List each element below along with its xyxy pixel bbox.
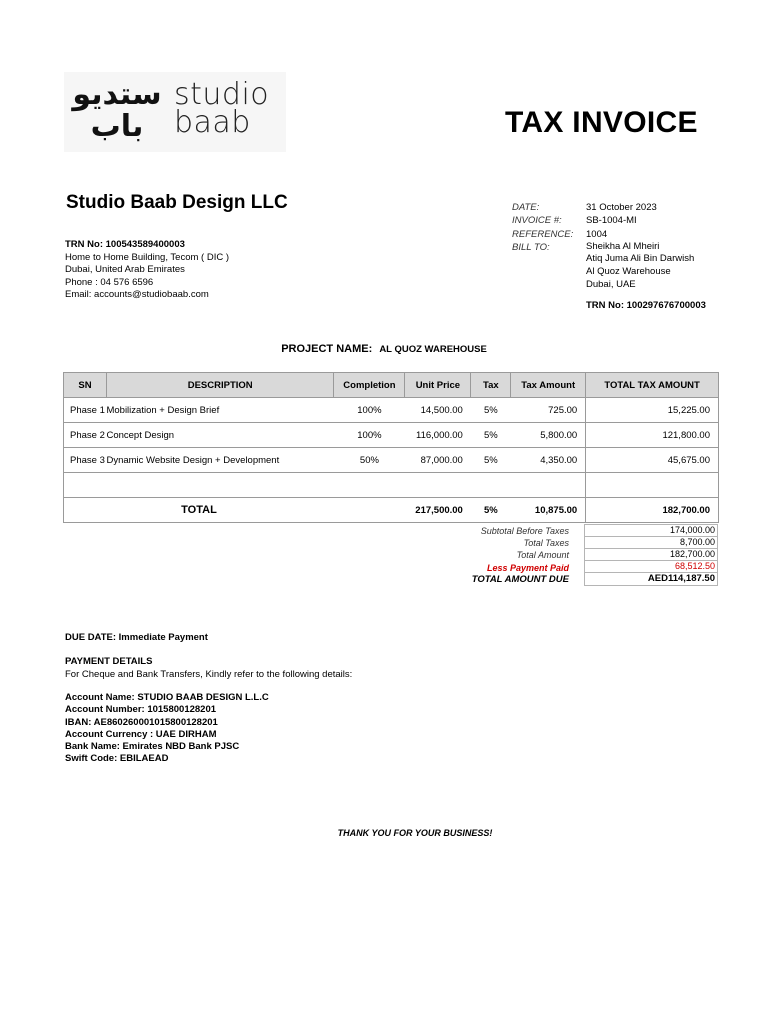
row-description: Mobilization + Design Brief xyxy=(106,398,333,423)
row-tax: 5% xyxy=(471,448,511,473)
company-logo xyxy=(64,72,286,152)
column-header: SN xyxy=(64,373,107,398)
project-name-label: PROJECT NAME: xyxy=(281,343,373,355)
row-sn: Phase 1 xyxy=(64,398,107,423)
table-row xyxy=(64,398,719,423)
company-trn: TRN No: 100543589400003 xyxy=(65,239,185,250)
bill-to-line: Dubai, UAE xyxy=(586,278,636,290)
column-header: Tax xyxy=(471,373,511,398)
due-date: DUE DATE: Immediate Payment xyxy=(65,632,208,643)
invoice-number-label: INVOICE #: xyxy=(512,215,562,227)
row-tax: 5% xyxy=(471,398,511,423)
reference-label: REFERENCE: xyxy=(512,228,574,240)
payment-details-note: For Cheque and Bank Transfers, Kindly refer to the following details: xyxy=(65,669,353,680)
bill-to-line: Sheikha Al Mheiri xyxy=(586,240,660,252)
row-unit-price: 14,500.00 xyxy=(405,398,471,423)
amount-due-value: AED114,187.50 xyxy=(584,572,718,586)
iban: IBAN: AE860260001015800128201 xyxy=(65,716,218,728)
column-header: Completion xyxy=(334,373,405,398)
table-row xyxy=(64,423,719,448)
row-completion: 50% xyxy=(334,448,405,473)
amount-due-label: TOTAL AMOUNT DUE xyxy=(471,573,569,585)
summary-labels xyxy=(440,525,569,586)
total-tax-amount: 10,875.00 xyxy=(511,498,586,523)
table-row xyxy=(64,448,719,473)
bill-to-label: BILL TO: xyxy=(512,241,550,253)
logo-latin-top: studio xyxy=(174,77,270,112)
total-label: TOTAL xyxy=(64,498,334,523)
row-sn: Phase 3 xyxy=(64,448,107,473)
payment-paid-value: 68,512.50 xyxy=(584,560,718,572)
project-name xyxy=(0,343,768,355)
row-completion: 100% xyxy=(334,398,405,423)
company-info xyxy=(65,239,229,302)
total-taxes-label: Total Taxes xyxy=(523,538,569,549)
row-tax: 5% xyxy=(471,423,511,448)
total-tax: 5% xyxy=(471,498,511,523)
row-total: 45,675.00 xyxy=(586,448,719,473)
account-number: Account Number: 1015800128201 xyxy=(65,704,217,716)
column-header: DESCRIPTION xyxy=(106,373,333,398)
invoice-meta-labels xyxy=(512,201,573,254)
invoice-meta-values xyxy=(586,201,694,291)
row-unit-price: 116,000.00 xyxy=(405,423,471,448)
total-taxes-value: 8,700.00 xyxy=(584,536,718,548)
subtotal-value: 174,000.00 xyxy=(584,524,718,536)
bill-to-line: Al Quoz Warehouse xyxy=(586,266,671,278)
thank-you-note: THANK YOU FOR YOUR BUSINESS! xyxy=(337,828,493,838)
table-total-row xyxy=(64,498,719,523)
logo-arabic-top: ستديو xyxy=(72,77,162,112)
column-header: Unit Price xyxy=(405,373,471,398)
client-trn: TRN No: 100297676700003 xyxy=(586,300,706,311)
bill-to-address xyxy=(586,241,694,291)
total-amount-label: Total Amount xyxy=(516,550,569,561)
row-total: 121,800.00 xyxy=(586,423,719,448)
bank-details xyxy=(65,692,269,766)
table-header-row xyxy=(64,373,719,398)
empty-cell xyxy=(586,473,719,498)
line-items-table xyxy=(63,372,719,523)
row-description: Dynamic Website Design + Development xyxy=(106,448,333,473)
project-name-value: AL QUOZ WAREHOUSE xyxy=(379,344,487,355)
total-unit-price: 217,500.00 xyxy=(405,498,471,523)
payment-paid-label: Less Payment Paid xyxy=(486,562,569,573)
column-header: Tax Amount xyxy=(511,373,586,398)
row-completion: 100% xyxy=(334,423,405,448)
bank-name: Bank Name: Emirates NBD Bank PJSC xyxy=(65,741,240,753)
logo-arabic-bottom: باب xyxy=(90,109,144,144)
company-name: Studio Baab Design LLC xyxy=(66,192,288,213)
row-tax-amount: 725.00 xyxy=(511,398,586,423)
reference-value: 1004 xyxy=(586,228,608,240)
company-phone: Phone : 04 576 6596 xyxy=(65,276,154,288)
logo-latin-bottom: baab xyxy=(174,105,251,140)
bill-to-line: Atiq Juma Ali Bin Darwish xyxy=(586,253,695,265)
row-tax-amount: 5,800.00 xyxy=(511,423,586,448)
date-value: 31 October 2023 xyxy=(586,202,657,213)
company-address-1: Home to Home Building, Tecom ( DIC ) xyxy=(65,251,230,263)
company-email[interactable]: Email: accounts@studiobaab.com xyxy=(65,289,209,301)
row-total: 15,225.00 xyxy=(586,398,719,423)
empty-cell xyxy=(64,473,586,498)
date-label: DATE: xyxy=(512,202,540,213)
total-completion-blank xyxy=(334,498,405,523)
summary-values xyxy=(584,524,718,586)
row-sn: Phase 2 xyxy=(64,423,107,448)
invoice-number-value: SB-1004-MI xyxy=(586,215,637,227)
row-unit-price: 87,000.00 xyxy=(405,448,471,473)
subtotal-label: Subtotal Before Taxes xyxy=(480,526,569,536)
company-address-2: Dubai, United Arab Emirates xyxy=(65,264,185,276)
total-amount-value: 182,700.00 xyxy=(584,548,718,560)
account-name: Account Name: STUDIO BAAB DESIGN L.L.C xyxy=(65,692,269,703)
table-row-empty xyxy=(64,473,719,498)
payment-details-title: PAYMENT DETAILS xyxy=(65,656,153,667)
total-grand: 182,700.00 xyxy=(586,498,719,523)
document-title: TAX INVOICE xyxy=(505,106,698,139)
column-header: TOTAL TAX AMOUNT xyxy=(586,373,719,398)
row-tax-amount: 4,350.00 xyxy=(511,448,586,473)
swift-code: Swift Code: EBILAEAD xyxy=(65,753,169,765)
row-description: Concept Design xyxy=(106,423,333,448)
account-currency: Account Currency : UAE DIRHAM xyxy=(65,728,217,740)
